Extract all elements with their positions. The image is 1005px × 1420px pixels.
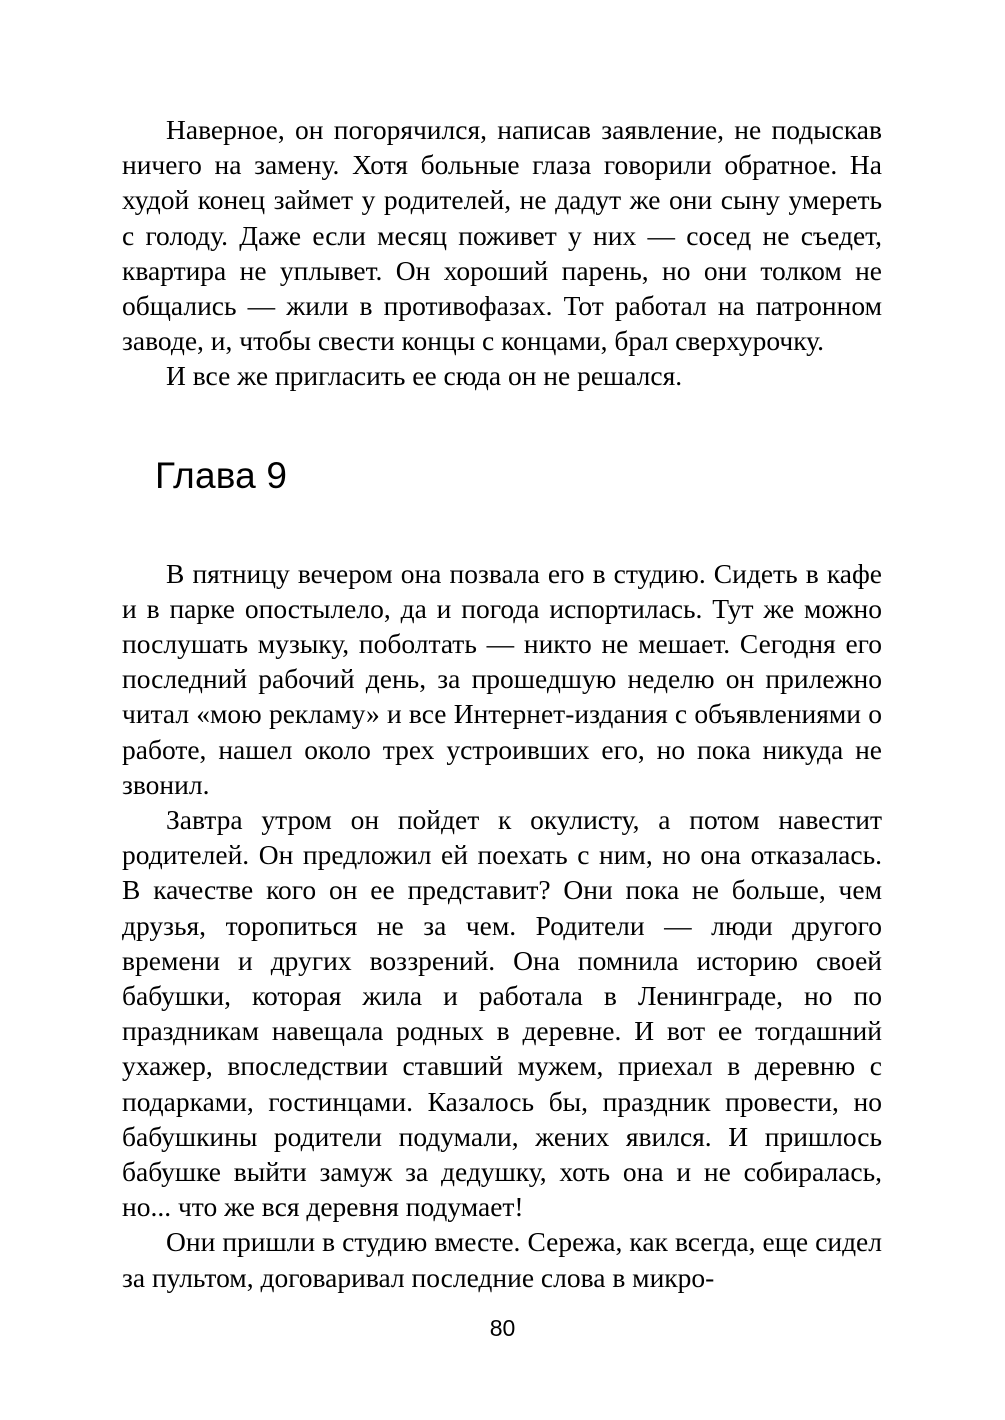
spacer-above-heading [122, 394, 882, 454]
paragraph: И все же пригласить ее сюда он не решался. [166, 360, 683, 392]
chapter-heading: Глава 9 [155, 454, 288, 496]
paragraph: В пятницу вечером она позвала его в студию. Сидеть в кафе и в парке опостылело, да и погода испортилась. Тут же можно послушать музыку, поболтать — никто не мешает. Сегодня его последний рабочий день, за прошедшую неделю он прилежно читал «мою рекламу» и все Интернет-издания с объявлениями о работе, нашел около трех устроивших его, но пока никуда не звонил. [122, 557, 882, 800]
paragraph: Они пришли в студию вместе. Сережа, как всегда, еще сидел за пультом, договаривал последние слова в микро- [122, 1226, 882, 1293]
page-text-block [122, 112, 882, 1295]
paragraph: Завтра утром он пойдет к окулисту, а потом навестит родителей. Он предложил ей поехать с ним, но она отказалась. В качестве кого он ее представит? Они пока не больше, чем друзья, торопиться не за чем. Родители — люди другого времени и других воззрений. Она помнила историю своей бабушки, которая жила и работала в Ленинграде, но по праздникам навещала родных в деревне. И вот ее тогдашний ухажер, впоследствии ставший мужем, приехал в деревню с подарками, гостинцами. Казалось бы, праздник провести, но бабушкины родители подумали, жених явился. И пришлось бабушке выйти замуж за дедушку, хоть она и не собиралась, но... что же вся деревня подумает! [122, 804, 882, 1223]
page-number: 80 [489, 1315, 516, 1341]
paragraph: Наверное, он погорячился, написав заявление, не подыскав ничего на замену. Хотя больные глаза говорили обратное. На худой конец займет у родителей, не дадут же они сыну умереть с голоду. Даже если месяц поживет у них — сосед не съедет, квартира не уплывет. Он хороший парень, но они толком не общались — жили в противофазах. Тот работал на патронном заводе, и, чтобы свести концы с концами, брал сверхурочку. [122, 114, 882, 357]
spacer-below-heading [122, 498, 882, 556]
